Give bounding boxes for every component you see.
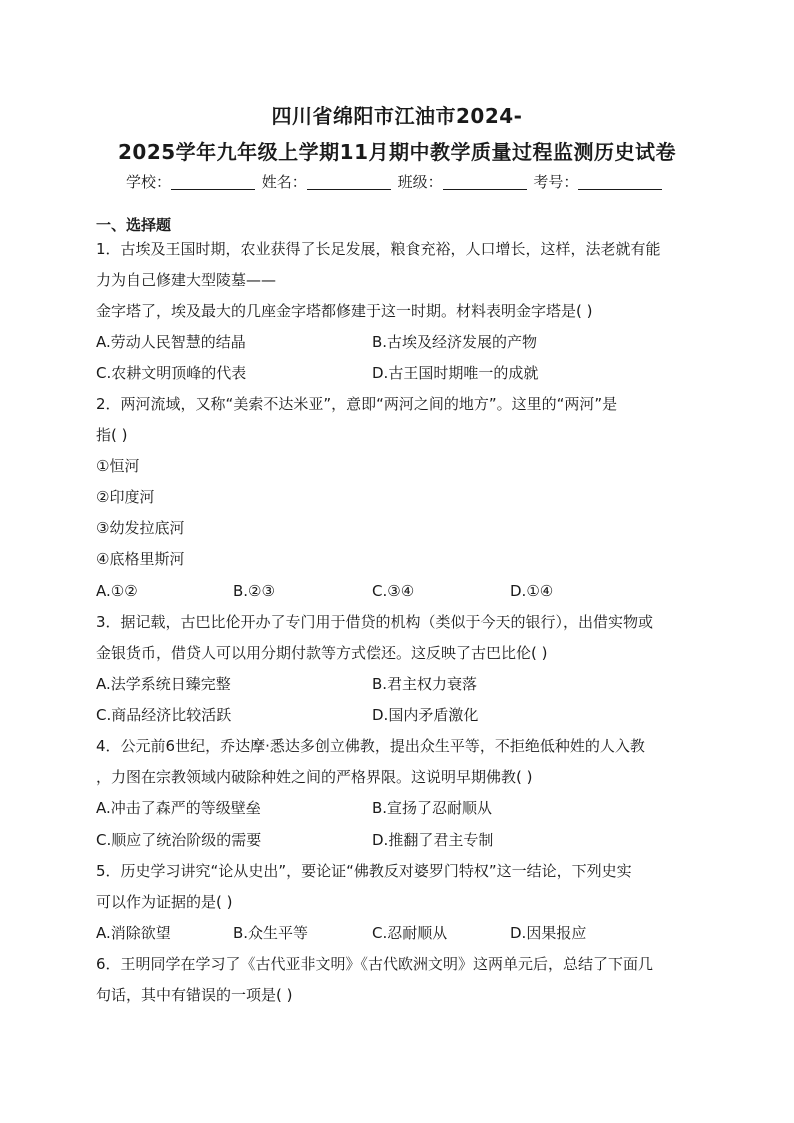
question-1-line-3: 金字塔了，埃及最大的几座金字塔都修建于这一时期。材料表明金字塔是( ) — [96, 302, 593, 320]
name-blank[interactable] — [307, 175, 391, 190]
exam-number-label: 考号： — [533, 173, 579, 191]
question-5-line-2: 可以作为证据的是( ) — [96, 893, 233, 911]
question-4-option-d: D.推翻了君主专制 — [372, 831, 494, 849]
question-4-option-a: A.冲击了森严的等级壁垒 — [96, 799, 261, 817]
question-2-line-6: ④底格里斯河 — [96, 550, 185, 568]
question-6-line-2: 句话，其中有错误的一项是( ) — [96, 986, 293, 1004]
question-3-option-a: A.法学系统日臻完整 — [96, 675, 231, 693]
question-3-option-c: C.商品经济比较活跃 — [96, 706, 232, 724]
question-1-line-1: 1．古埃及王国时期，农业获得了长足发展，粮食充裕，人口增长，这样，法老就有能 — [96, 240, 661, 258]
question-2-option-c: C.③④ — [372, 582, 415, 600]
question-2-option-a: A.①② — [96, 582, 138, 600]
question-4-option-b: B.宣扬了忍耐顺从 — [372, 799, 493, 817]
question-5-option-b: B.众生平等 — [233, 924, 309, 942]
class-blank[interactable] — [443, 175, 527, 190]
question-2-line-4: ②印度河 — [96, 488, 155, 506]
class-label: 班级： — [397, 173, 443, 191]
student-info-row — [126, 171, 664, 192]
question-1-option-b: B.古埃及经济发展的产物 — [372, 333, 538, 351]
question-1-option-d: D.古王国时期唯一的成就 — [372, 364, 539, 382]
exam-number-blank[interactable] — [578, 175, 662, 190]
question-3-line-2: 金银货币，借贷人可以用分期付款等方式偿还。这反映了古巴比伦( ) — [96, 644, 548, 662]
name-label: 姓名： — [261, 173, 307, 191]
exam-title-line1: 四川省绵阳市江油市2024- — [271, 104, 523, 128]
question-4-line-1: 4．公元前6世纪，乔达摩·悉达多创立佛教，提出众生平等，不拒绝低种姓的人入教 — [96, 737, 645, 755]
question-2-option-d: D.①④ — [510, 582, 554, 600]
question-1-line-2: 力为自己修建大型陵墓—— — [96, 271, 277, 289]
question-5-option-a: A.消除欲望 — [96, 924, 171, 942]
question-6-line-1: 6．王明同学在学习了《古代亚非文明》《古代欧洲文明》这两单元后，总结了下面几 — [96, 955, 654, 973]
question-5-option-c: C.忍耐顺从 — [372, 924, 448, 942]
school-blank[interactable] — [171, 175, 255, 190]
question-5-option-d: D.因果报应 — [510, 924, 587, 942]
question-1-option-a: A.劳动人民智慧的结晶 — [96, 333, 246, 351]
question-2-line-5: ③幼发拉底河 — [96, 519, 185, 537]
question-3-option-b: B.君主权力衰落 — [372, 675, 478, 693]
question-3-option-d: D.国内矛盾激化 — [372, 706, 479, 724]
question-2-line-3: ①恒河 — [96, 457, 140, 475]
section-title: 一、选择题 — [96, 216, 172, 234]
question-2-line-1: 2．两河流域，又称“美索不达米亚”，意即“两河之间的地方”。这里的“两河”是 — [96, 395, 618, 413]
question-2-line-2: 指( ) — [96, 426, 128, 444]
question-4-option-c: C.顺应了统治阶级的需要 — [96, 831, 262, 849]
question-4-line-2: ，力图在宗教领域内破除种姓之间的严格界限。这说明早期佛教( ) — [96, 768, 533, 786]
exam-title-line2: 2025学年九年级上学期11月期中教学质量过程监测历史试卷 — [118, 140, 676, 164]
question-1-option-c: C.农耕文明顶峰的代表 — [96, 364, 247, 382]
question-3-line-1: 3．据记载，古巴比伦开办了专门用于借贷的机构（类似于今天的银行），出借实物或 — [96, 613, 654, 631]
question-2-option-b: B.②③ — [233, 582, 275, 600]
school-label: 学校： — [126, 173, 172, 191]
question-5-line-1: 5．历史学习讲究“论从史出”，要论证“佛教反对婆罗门特权”这一结论，下列史实 — [96, 862, 632, 880]
